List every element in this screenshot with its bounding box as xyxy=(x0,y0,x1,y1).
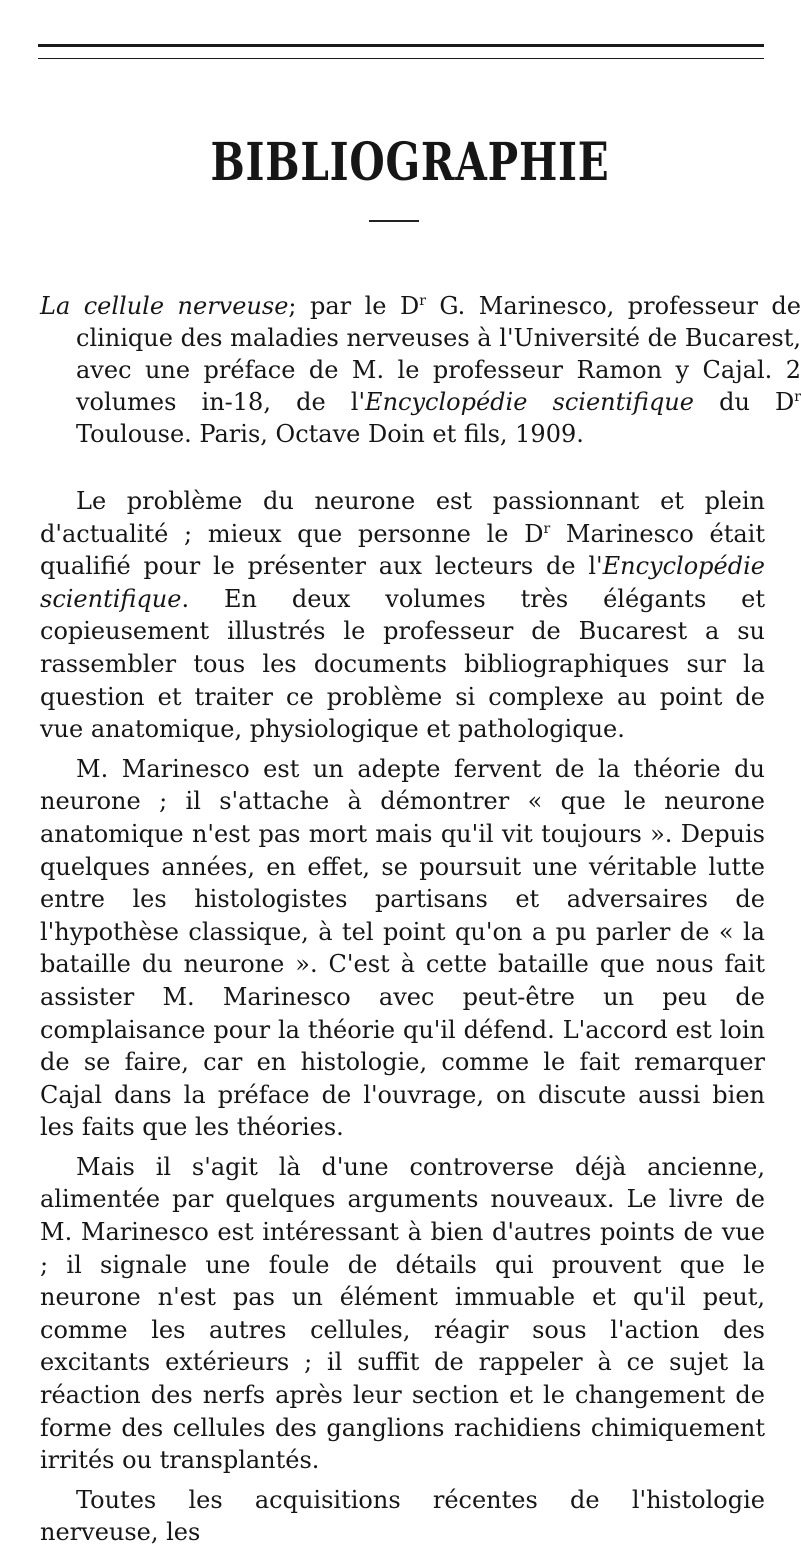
review-body xyxy=(40,485,765,1556)
paragraph-2: M. Marinesco est un adepte fervent de la théorie du neurone ; il s'attache à démontrer « que le neurone anatomique n'est pas mort mais qu'il vit toujours ». Depuis quelques années, en effet, se poursuit une véritable lutte entre les histologistes partisans et adversaires de l'hypothèse classique, à tel point qu'on a pu parler de « la bataille du neurone ». C'est à cette bataille que nous fait assister M. Marinesco avec peut-être un peu de complaisance pour la théorie qu'il défend. L'accord est loin de se faire, car en histologie, comme le fait remarquer Cajal dans la préface de l'ouvrage, on discute aussi bien les faits que les théories. xyxy=(40,754,765,1142)
author-prefix: ; par le D xyxy=(288,292,420,320)
series-title: Encyclopédie scientifique xyxy=(365,388,694,416)
publisher-info: Toulouse. Paris, Octave Doin et fils, 1909. xyxy=(76,420,584,448)
series-after: du D xyxy=(693,388,795,416)
paragraph-1-sup: r xyxy=(543,520,551,537)
bibliography-entry xyxy=(40,290,801,450)
work-title: La cellule nerveuse xyxy=(40,292,289,320)
author-details: G. Marinesco, professeur de clinique des maladies nerveuses à l'Université de Bucarest, avec une préface de M. le professeur Ramon y Cajal. 2 volumes in-18, de l' xyxy=(76,292,801,416)
dr-superscript-2: r xyxy=(794,389,801,405)
paragraph-1-italic: Encyclopédie scientifique xyxy=(40,552,765,613)
top-double-rule xyxy=(38,44,764,47)
paragraph-1 xyxy=(40,485,765,746)
title-underline xyxy=(369,220,419,222)
paragraph-1-mid: Marinesco était qualifié pour le présenter aux lecteurs de l' xyxy=(40,519,765,581)
top-thin-rule xyxy=(38,58,764,59)
section-title: BIBLIOGRAPHIE xyxy=(210,132,610,193)
paragraph-1-start: Le problème du neurone est passionnant et plein d'actualité ; mieux que personne le D xyxy=(40,487,765,548)
paragraph-3: Mais il s'agit là d'une controverse déjà ancienne, alimentée par quelques arguments nouveaux. Le livre de M. Marinesco est intéressant à bien d'autres points de vue ; il signale une foule de détails qui prouvent que le neurone n'est pas un élément immuable et qu'il peut, comme les autres cellules, réagir sous l'action des excitants extérieurs ; il suffit de rappeler à ce sujet la réaction des nerfs après leur section et le changement de forme des cellules des ganglions rachidiens chimiquement irrités ou transplantés. xyxy=(40,1152,765,1475)
paragraph-4: Toutes les acquisitions récentes de l'histologie nerveuse, les xyxy=(40,1485,765,1547)
dr-superscript: r xyxy=(419,293,426,309)
paragraph-1-end: . En deux volumes très élégants et copieusement illustrés le professeur de Bucarest a su rassembler tous les documents bibliographiques sur la question et traiter ce problème si complexe au point de vue anatomique, physiologique et pathologique. xyxy=(40,584,765,744)
